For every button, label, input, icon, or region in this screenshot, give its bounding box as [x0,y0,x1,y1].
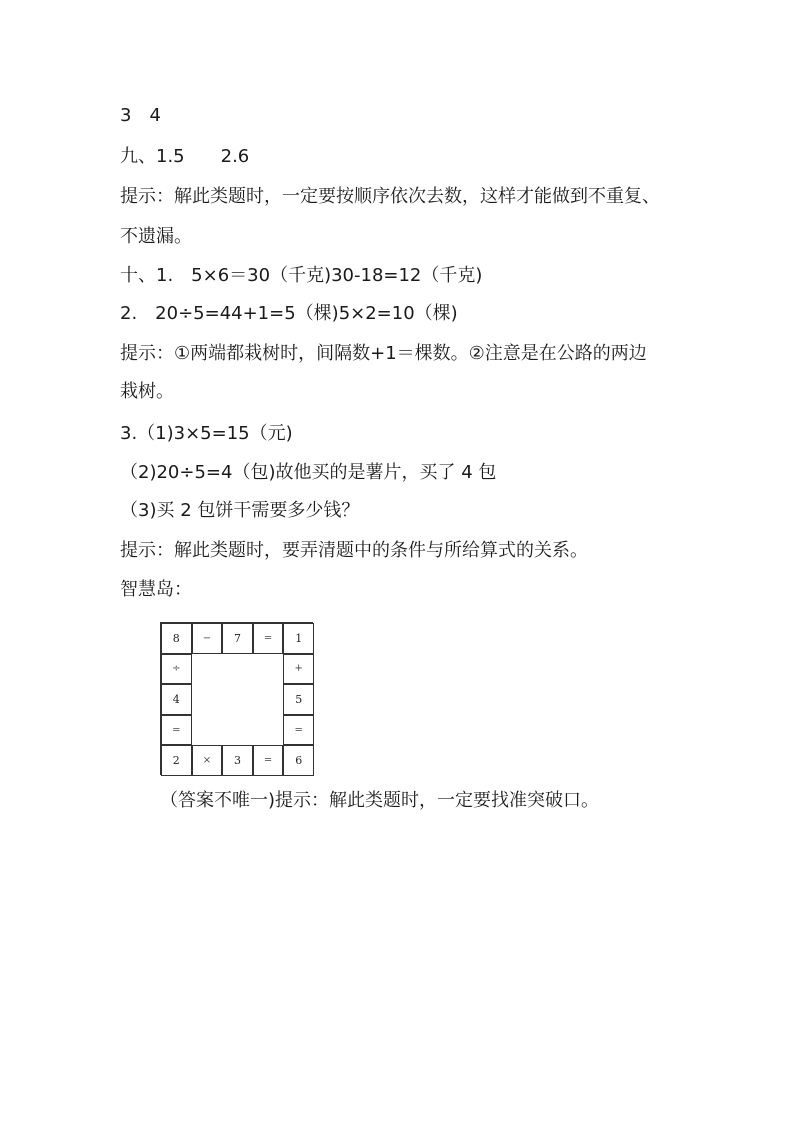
puzzle-answer-hint: （答案不唯一)提示：解此类题时，一定要找准突破口。 [160,790,600,811]
hint-line-3: 提示：解此类题时，要弄清题中的条件与所给算式的关系。 [120,540,588,561]
puzzle-cell-top-5: 1 [283,623,314,654]
answer-line-3-4: 3 4 [120,105,161,126]
number-puzzle-grid [160,622,313,775]
answer-section-10-q2: 2. 20÷5=44+1=5（棵)5×2=10（棵) [120,303,458,324]
answer-section-10-q1: 十、1. 5×6＝30（千克)30-18=12（千克) [120,265,483,286]
puzzle-cell-left-4: = [161,715,192,746]
wisdom-island-heading: 智慧岛： [120,579,192,600]
hint-line-1-cont: 不遗漏。 [120,226,192,247]
puzzle-cell-left-3: 4 [161,684,192,715]
puzzle-cell-top-3: 7 [222,623,253,654]
answer-q3-part2: （2)20÷5=4（包)故他买的是薯片，买了 4 包 [120,462,497,483]
hint-line-2: 提示：①两端都栽树时，间隔数+1＝棵数。②注意是在公路的两边 [120,343,647,364]
puzzle-cell-right-2: + [283,654,314,685]
puzzle-cell-top-4: = [253,623,284,654]
puzzle-cell-bottom-5: 6 [283,745,314,776]
puzzle-cell-bottom-4: = [253,745,284,776]
puzzle-cell-right-3: 5 [283,684,314,715]
answer-q3-part1: 3.（1)3×5=15（元) [120,423,293,444]
puzzle-cell-bottom-3: 3 [222,745,253,776]
puzzle-cell-right-4: = [283,715,314,746]
puzzle-cell-left-2: ÷ [161,654,192,685]
hint-line-2-cont: 栽树。 [120,381,174,402]
puzzle-cell-top-2: − [192,623,223,654]
puzzle-cell-top-1: 8 [161,623,192,654]
hint-line-1: 提示：解此类题时，一定要按顺序依次去数，这样才能做到不重复、 [120,186,660,207]
answer-section-9: 九、1.5 2.6 [120,146,250,167]
puzzle-cell-bottom-2: × [192,745,223,776]
puzzle-cell-bottom-1: 2 [161,745,192,776]
answer-q3-part3: （3)买 2 包饼干需要多少钱？ [120,500,360,521]
